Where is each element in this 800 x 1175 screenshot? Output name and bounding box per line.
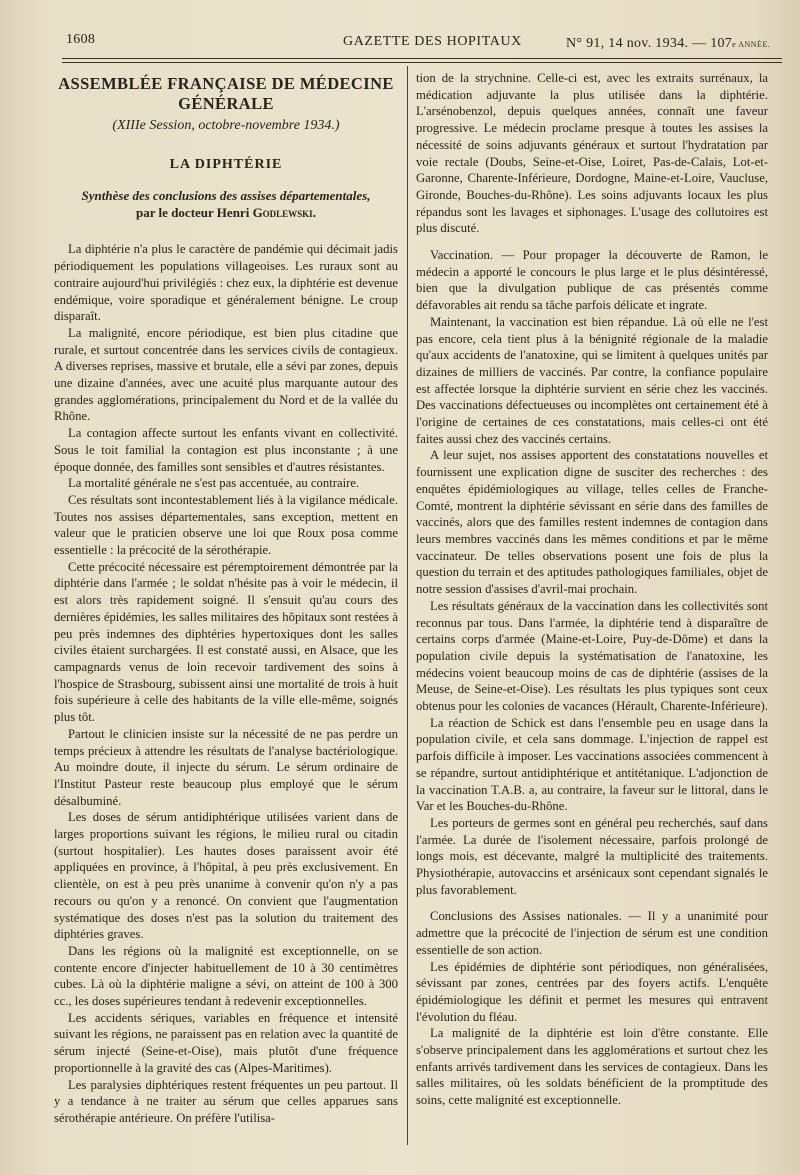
paragraph: Les accidents sériques, variables en fréquence et intensité suivant les régions, ne paraissent pas en relation avec la quantité de sérum injecté (Seine-et-Oise), mais plutôt d'une fréquence proportionnelle à la gravité des cas (Alpes-Maritimes). <box>54 1010 398 1075</box>
assembly-title <box>54 74 398 114</box>
assembly-title-line-2: GÉNÉRALE <box>178 94 274 113</box>
paragraph: Cette précocité nécessaire est péremptoirement démontrée par la diphtérie dans l'armée ; le soldat n'hésite pas à voir le médecin, il est alors très rapidement soigné. Il s'ensuit qu'au cours des dernières épidémies, les salles militaires des hôpitaux sont restées à peu près indemnes des diphtéries hypertoxiques dont les salles civiles étaient surchargées. Il est constaté aussi, en Alsace, que les campagnards venus de loin recevoir tardivement des soins à l'hospice de Strasbourg, subissent ainsi une mortalité de trois à huit fois supérieure à celle des habitants de la ville elle-même, soignés plus tôt. <box>54 559 398 725</box>
paragraph: La diphtérie n'a plus le caractère de pandémie qui décimait jadis périodiquement les populations villageoises. Les ruraux sont au contraire aujourd'hui privilégiés : chez eux, la diphtérie est devenue endémique, voire sporadique et généralement bénigne. Le croup disparaît. <box>54 242 398 324</box>
assembly-title-line-1: ASSEMBLÉE FRANÇAISE DE MÉDECINE <box>58 74 394 93</box>
paragraph: La réaction de Schick est dans l'ensemble peu en usage dans la population civile, et cela sans dommage. L'injection de rappel est parfois difficile à imposer. Les vaccinations associées commencent à se répandre, surtout antidiphtérique et antitétanique. L'adjonction de la vaccination T.A.B. a, au contraire, la faveur sur le littoral, dans le Var et les Bouches-du-Rhône. <box>416 715 768 814</box>
paragraph: Ces résultats sont incontestablement liés à la vigilance médicale. Toutes nos assises départementales, sans exception, mettent en valeur que le praticien observe une loi que Roux posa comme essentielle : la précocité de la sérothérapie. <box>54 492 398 558</box>
paragraph: Les paralysies diphtériques restent fréquentes un peu partout. Il y a tendance à ne traiter au sérum que celles apparues sans sérothérapie antérieure. On préfère l'utilisa- <box>54 1077 398 1125</box>
issue-text: N° 91, 14 nov. 1934. — 107 <box>566 36 733 51</box>
journal-title: GAZETTE DES HOPITAUX <box>343 34 522 49</box>
paragraph: tion de la strychnine. Celle-ci est, avec les extraits surrénaux, la médication adjuvante la plus utilisée dans la diphtérie. L'arsénobenzol, depuis quelques années, connaît une faveur progressive. Le médecin proclame presque à toutes les assises la nécessité de soins adjuvants généraux et surtout l'hydratation par voie rectale (Doubs, Seine-et-Oise, Loiret, Pas-de-Calais, Lot-et-Garonne, Charente-Inférieure, Dordogne, Maine-et-Loire, Vaucluse, Gironde, Bouches-du-Rhône). Les soins adjuvants locaux les plus répandus sont les lavages et siphonages. L'usage des collutoires est plus discuté. <box>416 71 768 236</box>
paragraph: La contagion affecte surtout les enfants vivant en collectivité. Sous le toit familial la contagion est plus inconstante ; à une époque donnée, des familles sont sensibles et d'autres résistantes. <box>54 426 398 474</box>
paragraph: A leur sujet, nos assises apportent des constatations nouvelles et fournissent une explication digne de susciter des recherches : des enquêtes épidémiologiques au village, telles celles de Franche-Comté, montrent la diphtérie sévissant en série dans des familles de vaccinés, alors que des familles restent indemnes de contagion dans leurs membres vaccinés dans les mêmes conditions et par le même vaccinateur. De telles observations posent une fois de plus la question du terrain et des aptitudes pathologiques familiales, objet de notre session d'assises d'avril-mai prochain. <box>416 448 768 597</box>
paragraph: La malignité de la diphtérie est loin d'être constante. Elle s'observe principalement dans les agglomérations et surtout chez les enfants arrivés tardivement dans les services de contagieux. Dans les salles militaires, où les soldats bénéficient de la promptitude des soins, cette malignité est exceptionnelle. <box>416 1026 768 1108</box>
page-header <box>58 30 778 58</box>
article-title: LA DIPHTÉRIE <box>169 156 283 172</box>
paragraph: Dans les régions où la malignité est exceptionnelle, on se contente encore d'injecter habituellement de 10 à 30 centimètres cubes. Là où la diphtérie maligne a sévi, on atteint de 100 à 300 cc., les doses supérieures tendant à redevenir exceptionnelles. <box>54 943 398 1009</box>
paragraph: Les doses de sérum antidiphtérique utilisées varient dans de larges proportions suivant les régions, le milieu rural ou citadin (surtout hospitalier). Les hautes doses paraissent avoir été appliquées en province, à l'hôpital, à peu près exclusivement. En clientèle, on est à peu près unanime à convenir qu'on n'y a pas recours ou qu'on y a renoncé. On convient que l'augmentation systématique des doses n'est pas la solution du traitement des diphtéries graves. <box>54 810 398 942</box>
page-number: 1608 <box>66 32 96 47</box>
header-rule <box>62 58 782 59</box>
paragraph: Les épidémies de diphtérie sont périodiques, non généralisées, sévissant par zones, centrées par des foyers actifs. L'enquête épidémiologique les définit et permet les mesures qui entravent l'évolution du fléau. <box>416 959 768 1024</box>
paragraph: Partout le clinicien insiste sur la nécessité de ne pas perdre un temps précieux à attendre les résultats de l'analyse bactériologique. Au moindre doute, il injecte du sérum. Le sérum ordinaire de l'Institut Pasteur reste beaucoup plus employé que le sérum désalbuminé. <box>54 726 398 808</box>
issue-suffix: e ANNÉE. <box>732 40 771 49</box>
paragraph: La mortalité générale ne s'est pas accentuée, au contraire. <box>68 476 360 491</box>
paragraph: Conclusions des Assises nationales. — Il y a unanimité pour admettre que la précocité de l'injection de sérum est une condition essentielle de son action. <box>416 909 768 957</box>
session-line: (XIIIe Session, octobre-novembre 1934.) <box>112 118 340 133</box>
paragraph: Maintenant, la vaccination est bien répandue. Là où elle ne l'est pas encore, cela tient plus à la bénignité régionale de la maladie qu'aux accidents de l'anatoxine, qui se limitent à quelques unités par dizaines de milliers de vaccinés. Par contre, la confiance populaire est affectée lorsque la diphtérie survient en série chez les vaccinés. Des vaccinations défectueuses ou incomplètes ont certainement été à l'origine de certaines de ces constatations, mais celles-ci ont été faites aussi chez des vaccinés certains. <box>416 314 768 446</box>
header-rule-thin <box>62 62 782 63</box>
subtitle-line-1: Synthèse des conclusions des assises départementales, <box>81 188 371 204</box>
author-name: Godlewski. <box>252 205 316 221</box>
left-column <box>54 70 398 1127</box>
paragraph: Les porteurs de germes sont en général peu recherchés, sauf dans l'armée. La durée de l'isolement nécessaire, parfois prolongé de longs mois, est décevante, malgré la multiplicité des traitements. Physiothérapie, autovaccins et arsénicaux sont cependant signalés le plus favorablement. <box>416 815 768 897</box>
paragraph: Les résultats généraux de la vaccination dans les collectivités sont reconnus par tous. Dans l'armée, la diphtérie tend à disparaître de certains corps d'armée (Maine-et-Loire, Puy-de-Dôme) et dans la population civile depuis la systématisation de l'anatoxine, les médecins voient beaucoup moins de cas de diphtérie (assises de la Meuse, de Seine-et-Oise). Les résultats les plus typiques sont ceux obtenus pour les colonies de vacances (Hérault, Charente-Inférieure). <box>416 598 768 714</box>
right-column <box>416 70 768 1109</box>
issue-info <box>566 36 770 52</box>
column-divider <box>407 66 408 1145</box>
article-subtitle <box>54 187 398 221</box>
subtitle-line-2: par le docteur Henri <box>136 205 253 221</box>
paragraph: La malignité, encore périodique, est bien plus citadine que rurale, et surtout concentrée dans les services civils de contagieux. A diverses reprises, massive et brutale, elle a sévi par zones, depuis une dizaine d'années, avec une acuité plus marquante autour des grandes agglomérations, principalement du Nord et de la vallée du Rhône. <box>54 325 398 424</box>
paragraph: Vaccination. — Pour propager la découverte de Ramon, le médecin a apporté le concours le plus large et le plus désintéressé, bien que la divulgation publique de cas présentés comme défavorables ait rendu sa tâche parfois délicate et ingrate. <box>416 248 768 313</box>
